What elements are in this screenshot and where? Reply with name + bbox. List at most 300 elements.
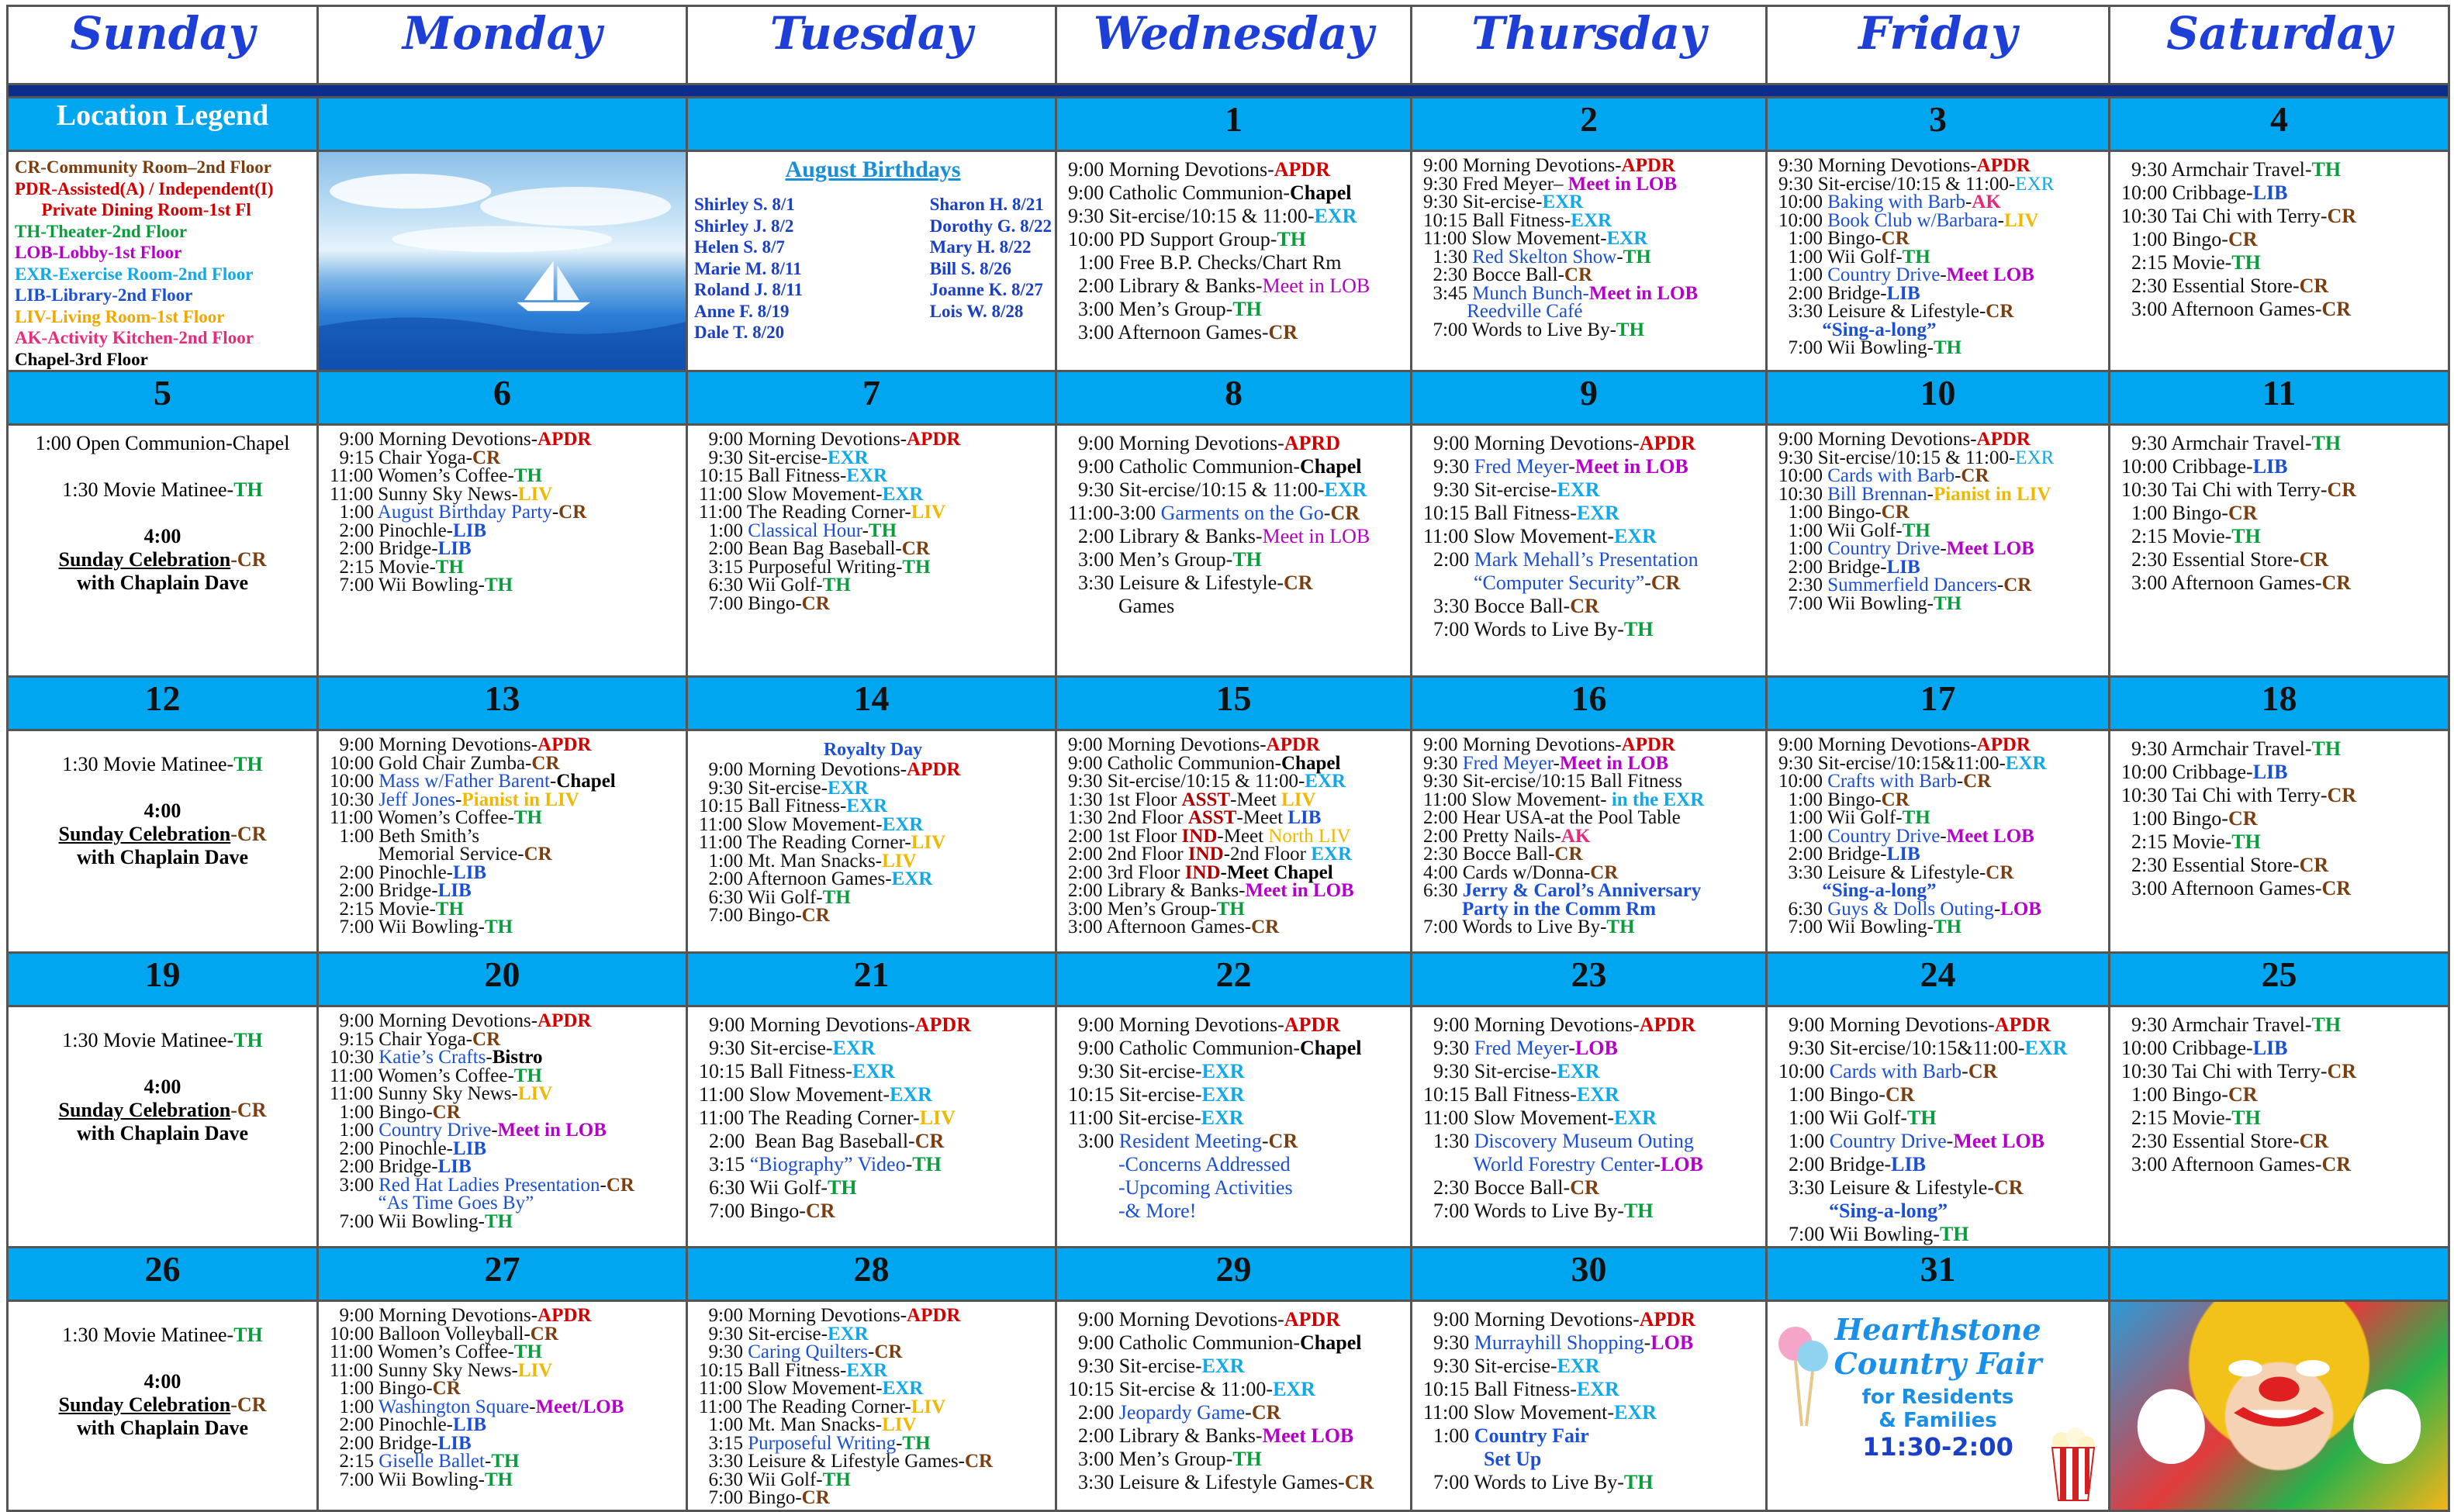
event-text: 2:00 Bean Bag Baseball- [699, 538, 902, 559]
event-location: CR [1961, 465, 1989, 486]
day-cell [318, 425, 687, 677]
event-text: 2:15 Movie- [330, 556, 436, 578]
event-location: LIB [1891, 1153, 1926, 1175]
event-location: EXR [1576, 1083, 1619, 1106]
sunday-cell [8, 1301, 318, 1511]
weekday-header: Sunday [8, 6, 318, 85]
event-text: - [484, 1451, 492, 1472]
event-location: IND [1181, 825, 1218, 847]
event-line [1423, 1355, 1758, 1378]
event-location: CR [2228, 502, 2258, 524]
event-location: CR [874, 1341, 903, 1362]
celebration-location: -CR [230, 1099, 267, 1121]
event-text: 2:15 [330, 1451, 379, 1472]
event-location: LIB [2252, 455, 2288, 478]
birthdays-box [687, 151, 1056, 371]
event-location: CR [801, 905, 830, 926]
event-text: Memorial Service- [330, 844, 524, 865]
event-text: - [1956, 771, 1964, 792]
event-location: EXR [1305, 771, 1346, 792]
event-text: 2:15 Movie- [2121, 251, 2232, 274]
event-text: 3:15 [699, 1153, 750, 1175]
event-location: TH [2311, 158, 2342, 181]
event-location: TH [912, 1153, 942, 1175]
day-cell [1412, 1301, 1767, 1511]
event-text: 6:30 [1423, 880, 1463, 901]
event-location: TH [435, 898, 464, 920]
event-line [1778, 754, 2100, 773]
event-line [1423, 1401, 1758, 1424]
event-text: 9:30 Sit-ercise- [1423, 192, 1543, 212]
event-text: 1:30 [1423, 246, 1473, 268]
event-location: CR [1330, 502, 1360, 524]
event-text: 11:00 Slow Movement- [1423, 525, 1615, 547]
event-text: 10:00 PD Support Group- [1068, 228, 1277, 250]
event-location: EXR [852, 1060, 895, 1082]
event-location: Country Drive [1827, 264, 1941, 285]
event-text: 1:00 [1423, 1424, 1474, 1447]
day-cell [687, 1006, 1056, 1248]
event-line [330, 522, 678, 540]
event-line [1778, 736, 2100, 754]
event-line [1423, 548, 1758, 571]
event-line [1778, 1176, 2100, 1200]
event-line [2121, 525, 2440, 548]
event-location: CR [524, 844, 552, 865]
event-line [1068, 205, 1402, 228]
event-location: LIB [453, 861, 487, 883]
event-location: TH [2311, 1013, 2342, 1036]
event-location: in the EXR [1611, 789, 1705, 810]
event-line [1068, 1401, 1402, 1424]
event-location: Country Drive [378, 1120, 492, 1141]
movie-location: TH [233, 1029, 263, 1051]
event-location: TH [1939, 1223, 1969, 1245]
date-number: 28 [687, 1248, 1056, 1301]
event-text: 1:00 [699, 520, 748, 541]
event-text: 6:30 Wii Golf- [699, 886, 823, 908]
celebration-location: -CR [230, 1393, 267, 1416]
event-location: “Sing-a-long” [1822, 319, 1937, 340]
birthday-entry: Marie M. 8/11 [694, 258, 802, 278]
event-line [1068, 1106, 1402, 1130]
birthday-entry: Shirley J. 8/2 [694, 216, 794, 236]
event-text: 7:00 Words to Live By- [1423, 1471, 1624, 1493]
event-line [1068, 1471, 1402, 1494]
event-line [1423, 1308, 1758, 1331]
event-location: AK [1561, 825, 1591, 847]
event-line [699, 1379, 1047, 1398]
event-text: 3:00 Afternoon Games- [2121, 1153, 2322, 1175]
event-location: -& More! [1118, 1200, 1197, 1222]
event-text: 2:00 Library & Banks- [1068, 525, 1263, 547]
event-line [1068, 1448, 1402, 1471]
event-text: 9:30 Armchair Travel- [2121, 158, 2312, 181]
event-location: Meet LOB [1946, 538, 2034, 559]
event-location: Meet in LOB [1588, 282, 1699, 304]
event-line [699, 834, 1047, 852]
event-text [1423, 1448, 1484, 1470]
event-line [699, 1037, 1047, 1060]
event-location: Washington Square [378, 1396, 530, 1417]
birthday-entry: Mary H. 8/22 [929, 237, 1032, 257]
event-text: 10:30 Tai Chi with Terry- [2121, 1060, 2328, 1082]
event-line [1423, 432, 1758, 455]
event-location: APDR [537, 1305, 592, 1326]
legend-item: Chapel-3rd Floor [15, 349, 148, 369]
event-line [330, 503, 678, 522]
day-cell [1767, 151, 2110, 371]
event-text: -Meet [1230, 789, 1282, 810]
event-location: Red Hat Ladies Presentation [378, 1174, 600, 1196]
event-line [330, 430, 678, 449]
event-location: Pianist in LIV [1934, 483, 2051, 505]
event-line [1778, 1060, 2100, 1083]
event-line [2121, 158, 2440, 181]
event-line [2121, 1106, 2440, 1130]
event-text: 1:00 Free B.P. Checks/Chart Rm [1068, 251, 1342, 274]
date-number: 29 [1056, 1248, 1412, 1301]
event-text: 1:00 Bingo- [1778, 228, 1882, 249]
event-text: 3:00 Afternoon Games- [1068, 321, 1269, 343]
event-text: 11:00 Slow Movement- [699, 1083, 890, 1106]
event-line [1778, 503, 2100, 522]
event-line [1068, 455, 1402, 478]
event-location: LIV [2003, 209, 2039, 231]
event-text: 1:00 Bingo- [2121, 502, 2228, 524]
event-location: EXR [846, 1359, 888, 1381]
event-location: CR [2003, 575, 2032, 595]
date-number: 6 [318, 371, 687, 425]
event-line [699, 503, 1047, 522]
event-location: CR [1283, 571, 1313, 594]
event-line [330, 1343, 678, 1362]
legend-item: PDR-Assisted(A) / Independent(I) [15, 178, 274, 198]
event-line [330, 1137, 678, 1159]
event-text: 9:30 Sit-ercise- [699, 777, 828, 799]
event-text: 7:00 Wii Bowling- [330, 917, 485, 937]
birthdays-title: August Birthdays [785, 157, 961, 182]
date-number: 27 [318, 1248, 687, 1301]
event-line [699, 1060, 1047, 1083]
event-text: - [1245, 1401, 1252, 1424]
event-line [1778, 1106, 2100, 1130]
date-number: 20 [318, 953, 687, 1006]
weekday-header: Tuesday [687, 6, 1056, 85]
event-text: 9:30 Sit-ercise- [1068, 1060, 1202, 1082]
event-text: - [1955, 465, 1961, 486]
event-location: CR [1251, 917, 1280, 937]
event-text: 9:00 Morning Devotions- [1068, 158, 1274, 181]
event-location: TH [1902, 246, 1930, 268]
event-line [699, 1325, 1047, 1344]
event-text: 2:15 Movie- [2121, 830, 2232, 853]
event-text: 11:00 Slow Movement- [1423, 789, 1612, 810]
event-text: 11:00 Sunny Sky News- [330, 483, 518, 505]
week-row [8, 730, 2449, 953]
event-text: - [1568, 455, 1575, 478]
event-location: LIB [437, 1156, 472, 1177]
event-location: CR [2299, 548, 2329, 571]
event-location: APDR [537, 734, 592, 755]
event-location: TH [1232, 1448, 1262, 1470]
event-location: LIB [1287, 807, 1322, 828]
event-location: CR [1986, 301, 2014, 322]
event-location: -Meet Chapel [1220, 861, 1333, 883]
event-line [1068, 298, 1402, 321]
event-location: APDR [1639, 1308, 1695, 1331]
event-line [1068, 900, 1402, 919]
event-text: 7:00 Words to Live By- [1423, 1200, 1624, 1222]
event-location: LIV [517, 1083, 553, 1104]
event-text: 2:00 Library & Banks- [1068, 880, 1246, 901]
event-location: EXR [827, 1323, 869, 1345]
event-location: LIB [437, 1432, 472, 1454]
event-text: - [1654, 1153, 1661, 1175]
movie-matinee: 1:30 Movie Matinee- [62, 1324, 234, 1346]
event-text: 10:30 [330, 1047, 379, 1068]
event-location: LIV [517, 1359, 553, 1381]
event-location: Purposeful Writing [748, 1432, 897, 1454]
event-location: EXR [1273, 1378, 1315, 1400]
event-location: Fred Meyer [1474, 1037, 1569, 1059]
event-location: EXR [1324, 478, 1367, 501]
event-line [699, 886, 1047, 908]
event-location: Meet in LOB [1245, 880, 1354, 901]
event-text: 9:30 Armchair Travel- [2121, 432, 2312, 454]
event-text: - [1644, 571, 1651, 594]
event-text: 11:00 The Reading Corner- [699, 1106, 920, 1129]
event-text: 2:00 Pinochle- [330, 1414, 454, 1435]
event-line [330, 1085, 678, 1103]
event-line [2121, 181, 2440, 205]
event-text: 11:00 Slow Movement- [1423, 228, 1607, 249]
event-text: 1:00 [330, 502, 378, 523]
event-location: TH [1623, 246, 1651, 268]
legend-item: TH-Theater-2nd Floor [15, 221, 188, 241]
event-line [330, 1416, 678, 1434]
event-line [1778, 1223, 2100, 1246]
event-location: LOB [1660, 1153, 1703, 1175]
event-location: Chapel [1300, 1331, 1362, 1354]
ocean-sailboat-image [318, 151, 687, 371]
event-location: Meet LOB [1946, 825, 2034, 847]
event-text: - [1965, 192, 1972, 212]
event-line [1778, 558, 2100, 577]
day-cell [318, 1006, 687, 1248]
event-text: 11:00 The Reading Corner- [699, 832, 911, 853]
event-line [1068, 571, 1402, 595]
day-cell [1412, 425, 1767, 677]
event-line [1423, 1130, 1758, 1153]
event-line [1068, 1176, 1402, 1200]
event-line [1423, 1424, 1758, 1448]
event-text: 1:00 Bingo- [330, 1378, 433, 1399]
event-line [1423, 282, 1758, 304]
event-text: 3:30 Leisure & Lifestyle Games- [699, 1451, 965, 1472]
event-line [1068, 827, 1402, 846]
event-location: TH [2231, 1106, 2261, 1129]
event-text: 7:00 Bingo- [699, 592, 802, 614]
event-line [1068, 754, 1402, 773]
event-line [1778, 230, 2100, 248]
event-location: EXR [1557, 1355, 1600, 1377]
event-line [699, 906, 1047, 925]
event-text: 7:00 Wii Bowling- [330, 575, 485, 595]
event-line [699, 558, 1047, 577]
event-line [1423, 209, 1758, 231]
event-line [330, 791, 678, 810]
event-location: Cards with Barb [1827, 465, 1955, 486]
event-text: 9:30 Sit-ercise/10:15&11:00- [1778, 1037, 2025, 1059]
event-location: CR [2327, 478, 2357, 501]
event-text: 11:00 Slow Movement- [699, 483, 883, 505]
date-number: 23 [1412, 953, 1767, 1006]
event-text: 9:00 Morning Devotions- [1423, 1013, 1640, 1036]
event-line [330, 1158, 678, 1176]
event-text: -2nd Floor [1223, 844, 1312, 865]
event-location: LOB [1650, 1331, 1694, 1354]
event-line [1068, 432, 1402, 455]
event-location: EXR [1571, 209, 1612, 231]
event-line [1778, 809, 2100, 827]
day-cell [1767, 425, 2110, 677]
event-text: - [1553, 752, 1560, 774]
event-text: 1:30 1st Floor [1068, 789, 1182, 810]
event-text: - [455, 789, 462, 810]
weekday-header-row [8, 6, 2449, 85]
event-line [699, 1434, 1047, 1453]
chaplain: with Chaplain Dave [76, 1122, 249, 1144]
event-line [699, 1343, 1047, 1362]
event-line [1068, 1130, 1402, 1153]
event-line [1068, 1013, 1402, 1037]
event-text: 9:00 Morning Devotions- [330, 1010, 538, 1031]
event-text: 2:00 Bridge- [330, 1156, 438, 1177]
event-text: 10:00 Cribbage- [2121, 455, 2253, 478]
event-line [330, 1030, 678, 1049]
event-location: CR [1885, 1083, 1915, 1106]
event-location: APDR [537, 429, 592, 450]
event-text: 10:00 Balloon Volleyball- [330, 1323, 531, 1345]
event-text: 2:30 Essential Store- [2121, 1130, 2300, 1152]
event-location: APDR [914, 1013, 971, 1036]
event-line [2121, 571, 2440, 595]
event-location: “Computer Security” [1474, 571, 1645, 594]
date-number: 5 [8, 371, 318, 425]
event-location: Set Up [1484, 1448, 1542, 1470]
event-location: -Upcoming Activities [1118, 1176, 1293, 1199]
event-line [1068, 1424, 1402, 1448]
event-text: 10:30 Tai Chi with Terry- [2121, 784, 2328, 806]
event-location: TH [822, 1469, 851, 1490]
weekday-header: Saturday [2110, 6, 2449, 85]
event-text: 9:00 Morning Devotions- [1068, 1308, 1284, 1331]
event-text: 7:00 Words to Live By- [1423, 618, 1624, 640]
event-text: 1:00 Wii Golf- [1778, 520, 1903, 541]
event-text: 3:00 Men’s Group- [1068, 1448, 1233, 1470]
event-location: CR [1570, 595, 1599, 617]
event-text: 10:00 [1778, 209, 1828, 231]
event-text: 2:30 Bocce Ball- [1423, 264, 1564, 285]
event-location: CR [801, 592, 830, 614]
day-cell [1056, 425, 1412, 677]
event-line [1423, 1013, 1758, 1037]
event-line [1778, 175, 2100, 194]
event-location: APDR [1639, 1013, 1695, 1036]
event-location: CR [2228, 807, 2258, 830]
day-cell [1767, 1006, 2110, 1248]
date-number: 22 [1056, 953, 1412, 1006]
sunday-cell [8, 730, 318, 953]
event-text: - [1323, 502, 1331, 524]
event-location: EXR [1614, 1401, 1657, 1424]
event-text: 7:00 Wii Bowling- [330, 1210, 485, 1232]
event-text: 9:30 Sit-ercise- [699, 1323, 828, 1345]
event-line [1423, 1153, 1758, 1176]
birthday-entry: Joanne K. 8/27 [929, 280, 1043, 299]
event-line [1778, 193, 2100, 212]
legend-item: AK-Activity Kitchen-2nd Floor [15, 328, 254, 347]
event-text: 9:00 Morning Devotions- [699, 429, 907, 450]
event-location: CR [1968, 1060, 1998, 1082]
event-text: 9:30 Sit-ercise/10:15 Ball Fitness [1423, 771, 1683, 792]
event-location: EXR [1201, 1060, 1245, 1082]
event-location: TH [2231, 251, 2261, 274]
event-location: World Forestry Center [1473, 1153, 1654, 1175]
event-line [699, 1416, 1047, 1434]
event-text: - [905, 1153, 913, 1175]
movie-matinee: 1:30 Movie Matinee- [62, 478, 234, 501]
event-line [699, 1013, 1047, 1037]
event-location: Katie’s Crafts [378, 1047, 486, 1068]
event-text: 3:00 Afternoon Games- [2121, 298, 2322, 320]
event-line [699, 1153, 1047, 1176]
event-location: EXR [1576, 1378, 1619, 1400]
day-cell [1056, 1006, 1412, 1248]
date-number: 2 [1412, 98, 1767, 151]
birthday-entry: Dale T. 8/20 [694, 323, 785, 342]
event-text: 7:00 Wii Bowling- [330, 1469, 485, 1490]
legend-item: LIV-Living Room-1st Floor [15, 306, 225, 326]
event-location: CR [606, 1174, 634, 1196]
event-location: EXR [827, 777, 869, 799]
event-text: 10:00 [1778, 1060, 1830, 1082]
event-text: 11:00 Women’s Coffee- [330, 807, 514, 828]
event-text: 9:15 Chair Yoga- [330, 1028, 473, 1050]
date-number: 14 [687, 677, 1056, 730]
event-line [1068, 791, 1402, 810]
event-line [330, 1398, 678, 1417]
date-number: 31 [1767, 1248, 2110, 1301]
event-line [330, 1434, 678, 1453]
event-line [330, 1176, 678, 1195]
event-location: TH [2311, 432, 2342, 454]
event-text: 9:00 Catholic Communion- [1068, 181, 1290, 204]
event-line [699, 540, 1047, 558]
event-location: Chapel [1290, 181, 1352, 204]
event-location: EXR [827, 447, 869, 468]
birthday-entry: Lois W. 8/28 [929, 301, 1024, 321]
event-location: CR [1993, 1176, 2024, 1199]
event-text: 10:15 Ball Fitness- [1423, 502, 1577, 524]
event-location: TH [484, 917, 513, 937]
birthday-entry: Anne F. 8/19 [694, 301, 790, 321]
event-text: 2:30 Bocce Ball- [1423, 1176, 1571, 1199]
event-line [1778, 522, 2100, 540]
event-location: LIB [2252, 761, 2288, 783]
event-text: 2:00 [1068, 1401, 1119, 1424]
